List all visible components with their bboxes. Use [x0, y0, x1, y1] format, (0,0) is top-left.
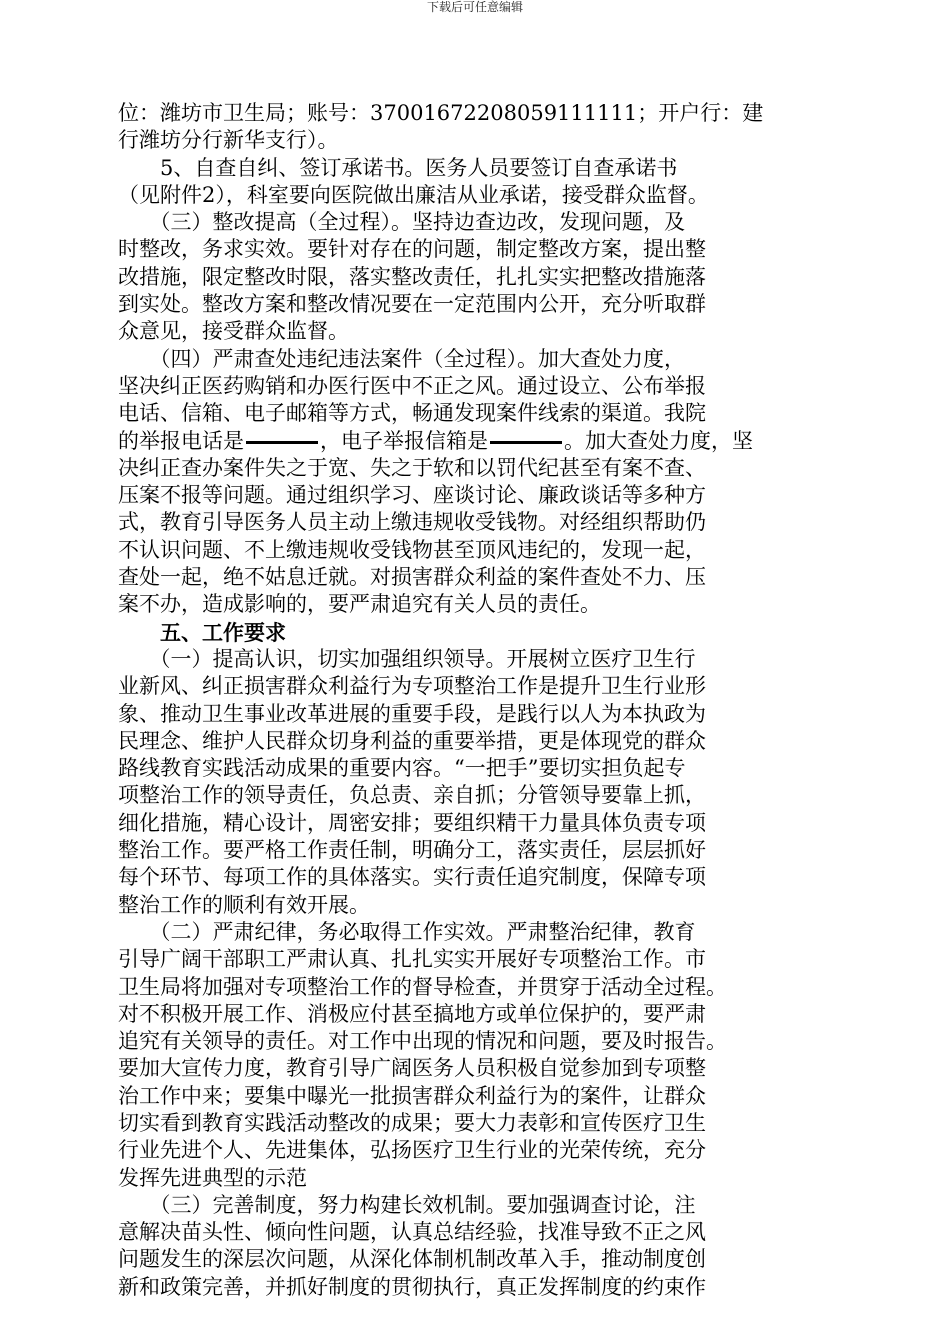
- text-line: 行业先进个人、先进集体，弘扬医疗卫生行业的光荣传统，充分: [118, 1138, 706, 1163]
- text-line: 民理念、维护人民群众切身利益的重要举措，更是体现党的群众: [118, 728, 706, 753]
- document-body: [118, 100, 832, 1301]
- email-label: ，电子举报信箱是: [320, 428, 488, 453]
- text-line: （三）整改提高（全过程）。坚持边查边改，发现问题，及: [118, 210, 685, 235]
- text-line: 到实处。整改方案和整改情况要在一定范围内公开，充分听取群: [118, 292, 706, 317]
- text-line: 要加大宣传力度，教育引导广阔医务人员积极自觉参加到专项整: [118, 1056, 706, 1081]
- phone-blank: [246, 441, 318, 444]
- text-line: （一）提高认识，切实加强组织领导。开展树立医疗卫生行: [118, 646, 696, 671]
- text-line: 整治工作。要严格工作责任制，明确分工，落实责任，层层抓好: [118, 838, 706, 863]
- text-line: 追究有关领导的责任。对工作中出现的情况和问题，要及时报告。: [118, 1029, 727, 1054]
- text-line: 行潍坊分行新华支行）。: [118, 128, 339, 153]
- text-line: 案不办，造成影响的，要严肃追究有关人员的责任。: [118, 592, 601, 617]
- text-line: 新和政策完善，并抓好制度的贯彻执行，真正发挥制度的约束作: [118, 1274, 706, 1299]
- text-line: 业新风、纠正损害群众利益行为专项整治工作是提升卫生行业形: [118, 674, 706, 699]
- text-line: 电话、信箱、电子邮箱等方式，畅通发现案件线索的渠道。我院: [118, 401, 706, 426]
- text-line: （四）严肃查处违纪违法案件（全过程）。加大查处力度，: [118, 346, 685, 371]
- line-end: 。加大查处力度，坚: [564, 428, 753, 453]
- text-line: （二）严肃纪律，务必取得工作实效。严肃整治纪律，教育: [118, 919, 696, 944]
- text-line: 时整改，务求实效。要针对存在的问题，制定整改方案，提出整: [118, 237, 706, 262]
- text-line: 路线教育实践活动成果的重要内容。“一把手”要切实担负起专: [118, 756, 686, 781]
- text-line: 式，教育引导医务人员主动上缴违规收受钱物。对经组织帮助仍: [118, 510, 706, 535]
- text-line: 意解决苗头性、倾向性问题，认真总结经验，找准导致不正之风: [118, 1220, 706, 1245]
- text-line: （见附件2），科室要向医院做出廉洁从业承诺，接受群众监督。: [118, 182, 709, 207]
- text-line: 发挥先进典型的示范: [118, 1165, 307, 1190]
- email-blank: [490, 441, 562, 444]
- text-line: 整治工作的顺利有效开展。: [118, 892, 370, 917]
- text-line: 引导广阔干部职工严肃认真、扎扎实实开展好专项整治工作。市: [118, 947, 706, 972]
- text-line: 不认识问题、不上缴违规收受钱物甚至顶风违纪的，发现一起，: [118, 537, 706, 562]
- text-line: 压案不报等问题。通过组织学习、座谈讨论、廉政谈话等多种方: [118, 483, 706, 508]
- text-line-report-phone: [118, 428, 832, 455]
- text-line: 每个环节、每项工作的具体落实。实行责任追究制度，保障专项: [118, 865, 706, 890]
- text-line: 问题发生的深层次问题，从深化体制机制改革入手，推动制度创: [118, 1247, 706, 1272]
- text-line: 位：潍坊市卫生局；账号：37001672208059111111；开户行：建: [118, 101, 764, 125]
- text-line: 5、自查自纠、签订承诺书。医务人员要签订自查承诺书: [118, 155, 678, 180]
- text-line: 改措施，限定整改时限，落实整改责任，扎扎实实把整改措施落: [118, 264, 706, 289]
- section-heading: 五、工作要求: [118, 619, 286, 645]
- text-line: 细化措施，精心设计，周密安排；要组织精干力量具体负责专项: [118, 810, 706, 835]
- page-header: 下载后可任意编辑: [426, 0, 523, 14]
- text-line: 项整治工作的领导责任，负总责、亲自抓；分管领导要靠上抓，: [118, 783, 706, 808]
- text-line: （三）完善制度，努力构建长效机制。要加强调查讨论，注: [118, 1192, 696, 1217]
- text-line: 象、推动卫生事业改革进展的重要手段，是践行以人为本执政为: [118, 701, 706, 726]
- text-line: 切实看到教育实践活动整改的成果；要大力表彰和宣传医疗卫生: [118, 1110, 706, 1135]
- text-line: 坚决纠正医药购销和办医行医中不正之风。通过设立、公布举报: [118, 373, 706, 398]
- phone-label: 的举报电话是: [118, 428, 244, 453]
- text-line: 众意见，接受群众监督。: [118, 319, 349, 344]
- text-line: 对不积极开展工作、消极应付甚至搞地方或单位保护的，要严肃: [118, 1001, 706, 1026]
- text-line: 卫生局将加强对专项整治工作的督导检查，并贯穿于活动全过程。: [118, 974, 727, 999]
- text-line: 治工作中来；要集中曝光一批损害群众利益行为的案件，让群众: [118, 1083, 706, 1108]
- text-line: 查处一起，绝不姑息迁就。对损害群众利益的案件查处不力、压: [118, 565, 706, 590]
- text-line: 决纠正查办案件失之于宽、失之于软和以罚代纪甚至有案不查、: [118, 455, 706, 480]
